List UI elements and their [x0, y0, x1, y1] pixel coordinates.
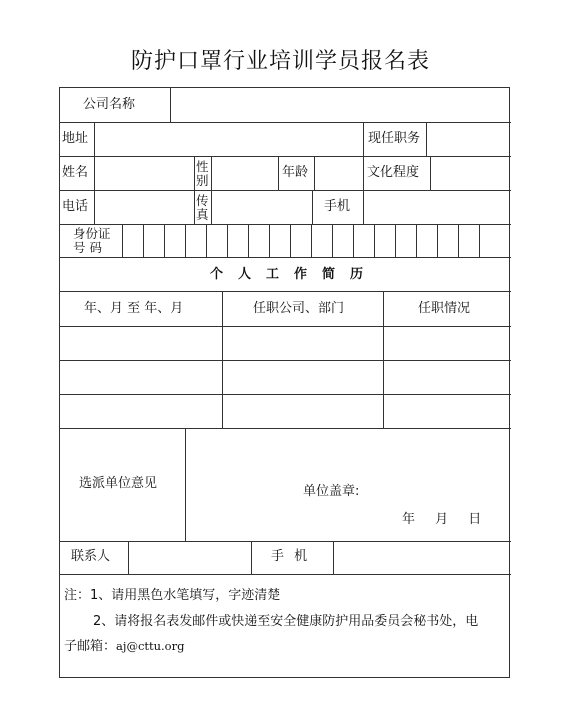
- position-field[interactable]: [427, 123, 510, 156]
- fax-label-top: 传: [196, 193, 209, 208]
- id-label-bottom: 号 码: [73, 240, 102, 255]
- phone-field[interactable]: [95, 191, 194, 224]
- education-field[interactable]: [431, 157, 510, 190]
- mobile-field[interactable]: [364, 191, 510, 224]
- address-field[interactable]: [95, 123, 363, 156]
- age-field[interactable]: [315, 157, 363, 190]
- current-position-label: 现任职务: [368, 131, 421, 146]
- name-label: 姓名: [62, 165, 89, 180]
- note-3: [64, 639, 184, 654]
- company-name-field[interactable]: [171, 89, 510, 122]
- row-divider: [60, 574, 511, 575]
- contact-mobile-label: 手 机: [271, 549, 308, 564]
- seal-label: 单位盖章:: [303, 484, 360, 499]
- col-divider: [312, 190, 313, 224]
- phone-label: 电话: [62, 199, 89, 214]
- fax-field[interactable]: [212, 191, 312, 224]
- email-link[interactable]: aj@cttu.org: [116, 639, 185, 653]
- contact-mobile-field[interactable]: [334, 542, 510, 574]
- mobile-label: 手机: [324, 199, 351, 214]
- id-label-top: 身份证: [73, 226, 111, 241]
- name-field[interactable]: [95, 157, 194, 190]
- email-prefix: 子邮箱：: [64, 639, 117, 654]
- row-divider: [60, 257, 511, 258]
- resume-header: 个人工作简历: [210, 267, 379, 282]
- registration-form-table: [59, 87, 510, 678]
- gender-label-top: 性: [196, 159, 209, 174]
- gender-field[interactable]: [212, 157, 278, 190]
- note-1: 注：1、请用黑色水笔填写，字迹清楚: [64, 588, 281, 603]
- id-number-field[interactable]: [123, 225, 510, 257]
- age-label: 年龄: [282, 165, 309, 180]
- col-status-header: 任职情况: [418, 301, 471, 316]
- contact-person-field[interactable]: [129, 542, 251, 574]
- col-period-header: 年、月 至 年、月: [84, 301, 184, 316]
- row-divider: [60, 326, 511, 327]
- col-divider: [278, 156, 279, 190]
- form-title: 防护口罩行业培训学员报名表: [130, 49, 430, 74]
- fax-label-bottom: 真: [196, 207, 209, 222]
- address-label: 地址: [62, 131, 89, 146]
- col-divider: [363, 122, 364, 156]
- date-label: 年 月 日: [402, 512, 482, 527]
- col-divider: [251, 541, 252, 574]
- gender-label-bottom: 别: [196, 173, 209, 188]
- note-2: 2、请将报名表发邮件或快递至安全健康防护用品委员会秘书处，电: [93, 614, 479, 629]
- resume-entries[interactable]: [60, 329, 511, 428]
- row-divider: [60, 291, 511, 292]
- dispatch-opinion-label: 选派单位意见: [79, 476, 158, 491]
- education-label: 文化程度: [367, 165, 420, 180]
- col-divider: [194, 156, 195, 224]
- company-name-label: 公司名称: [83, 97, 136, 112]
- contact-person-label: 联系人: [71, 549, 111, 564]
- col-company-header: 任职公司、部门: [253, 301, 345, 316]
